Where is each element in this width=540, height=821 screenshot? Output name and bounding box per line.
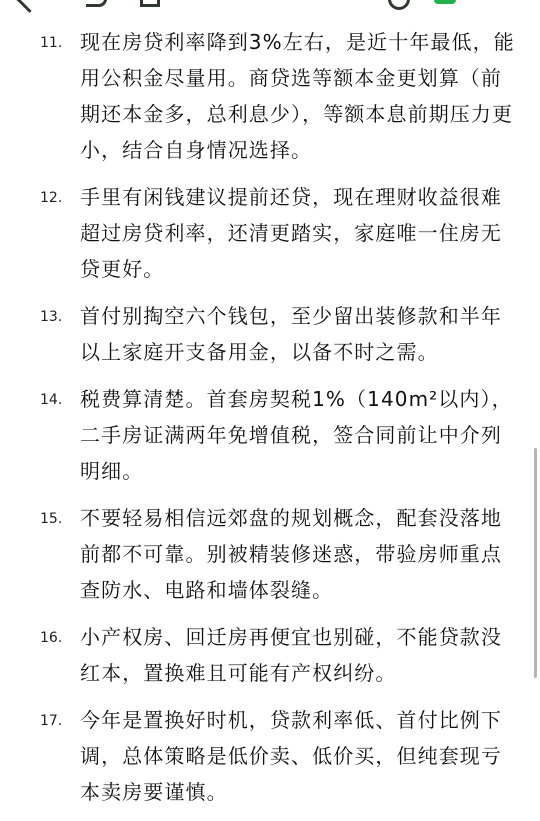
item-number: 15. bbox=[40, 511, 63, 527]
list-item bbox=[0, 24, 540, 168]
list-item bbox=[0, 500, 540, 608]
scrollbar[interactable] bbox=[534, 448, 537, 678]
top-toolbar bbox=[0, 0, 540, 16]
item-number: 11. bbox=[40, 35, 63, 51]
tips-list bbox=[0, 24, 540, 821]
list-item bbox=[0, 381, 540, 489]
item-text: 手里有闲钱建议提前还贷，现在理财收益很难超过房贷利率，还清更踏实，家庭唯一住房无贷更好。 bbox=[80, 185, 502, 281]
list-item bbox=[0, 702, 540, 810]
list-item bbox=[0, 298, 540, 370]
item-text: 小产权房、回迁房再便宜也别碰，不能贷款没红本，置换难且可能有产权纠纷。 bbox=[80, 625, 502, 685]
item-text: 现在房贷利率降到3%左右，是近十年最低，能用公积金尽量用。商贷选等额本金更划算（前期还本金多，总利息少），等额本息前期压力更小，结合自身情况选择。 bbox=[80, 30, 515, 162]
search-icon[interactable] bbox=[388, 0, 410, 10]
item-text: 税费算清楚。首套房契税1%（140m²以内），二手房证满两年免增值税，签合同前让中介列明细。 bbox=[80, 387, 513, 483]
item-text: 不要轻易相信远郊盘的规划概念，配套没落地前都不可靠。别被精装修迷惑，带验房师重点查防水、电路和墙体裂缝。 bbox=[80, 506, 502, 602]
list-item bbox=[0, 179, 540, 287]
item-text: 首付别掏空六个钱包，至少留出装修款和半年以上家庭开支备用金，以备不时之需。 bbox=[80, 304, 502, 364]
green-action-icon[interactable] bbox=[434, 0, 456, 4]
back-arrow-icon[interactable] bbox=[16, 0, 43, 13]
item-number: 12. bbox=[40, 190, 63, 206]
item-number: 13. bbox=[40, 309, 63, 325]
bookmark-icon[interactable] bbox=[140, 0, 160, 7]
item-number: 14. bbox=[40, 392, 63, 408]
item-text: 今年是置换好时机，贷款利率低、首付比例下调，总体策略是低价卖、低价买，但纯套现亏本卖房要谨慎。 bbox=[80, 708, 502, 804]
list-item bbox=[0, 619, 540, 691]
item-number: 17. bbox=[40, 713, 63, 729]
share-icon[interactable] bbox=[86, 0, 107, 7]
item-number: 16. bbox=[40, 630, 63, 646]
